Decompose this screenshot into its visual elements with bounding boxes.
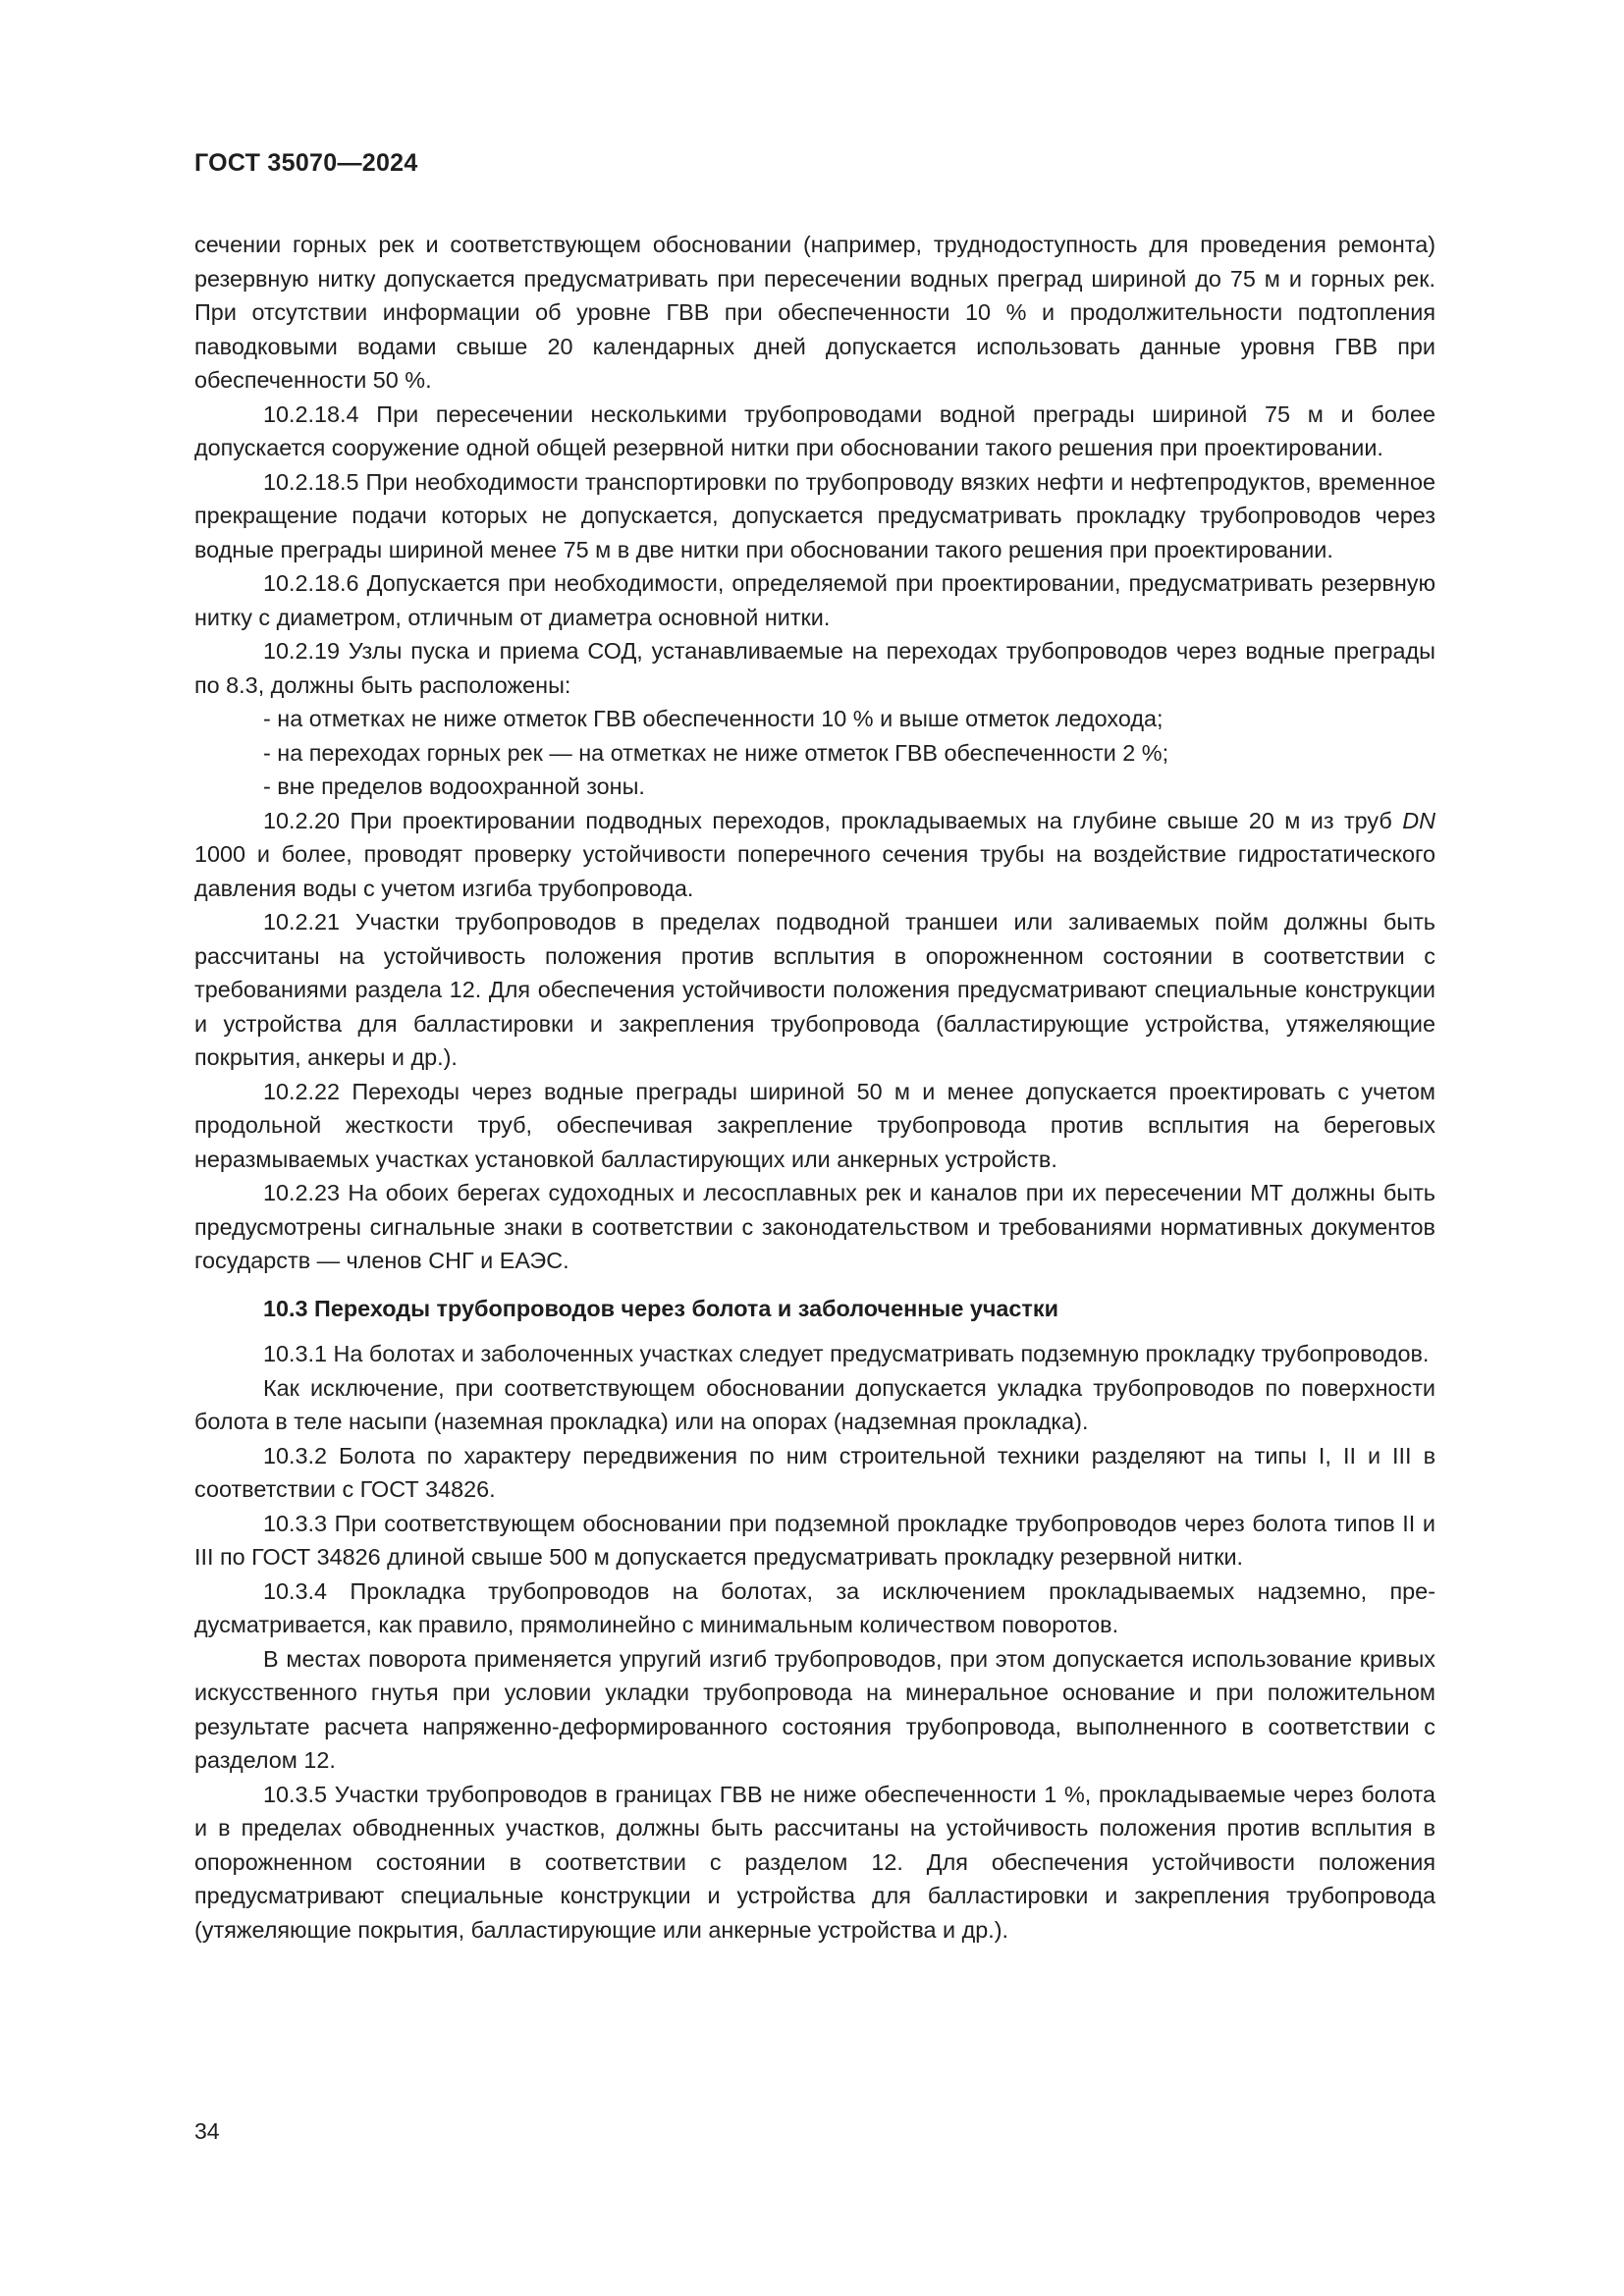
paragraph: 10.2.18.4 При пересечении несколькими трубопроводами водной преграды шириной 75 м и более допускается сооружение одной общей резервной нитки при обосновании такого решения при проектировании. (194, 400, 1435, 460)
paragraph: 10.2.18.5 При необходимости транспортировки по трубопроводу вязких нефти и нефтепродуктов, временное прекращение подачи которых не допускается, допускается предусматривать прокладку трубопроводов через водные преграды шириной менее 75 м в две нитки при обосновании такого решения при проектировании. (194, 468, 1435, 562)
paragraph: 10.2.23 На обоих берегах судоходных и лесосплавных рек и каналов при их пересечении МТ должны быть предусмотрены сигнальные знаки в соответствии с законодательством и требованиями нормативных документов государств — членов СНГ и ЕАЭС. (194, 1180, 1435, 1273)
dn-designation: DN (1402, 807, 1435, 833)
page-number: 34 (194, 2118, 220, 2144)
paragraph: 10.3.1 На болотах и заболоченных участках следует предусматривать подземную прокладку трубопроводов. (263, 1341, 1430, 1366)
paragraph: 10.2.19 Узлы пуска и приема СОД, устанавливаемые на переходах трубопроводов через водные преграды по 8.3, должны быть расположены: (194, 638, 1435, 698)
paragraph-text: 10.2.20 При проектировании подводных переходов, прокладываемых на глубине свыше 20 м из труб (263, 807, 1403, 833)
paragraph: 10.2.18.6 Допускается при необходимости, определяемой при проектировании, предусматривать резервную нитку с диаметром, отличным от диаметра основной нитки. (194, 570, 1435, 630)
paragraph: 10.3.5 Участки трубопроводов в границах ГВВ не ниже обеспеченности 1 %, прокладываемые через болота и в пределах обводненных участков, должны быть рассчитаны на устойчивость положения против всплытия в опорожненном состоянии в соответствии с разделом 12. Для обеспечения устойчивости положения предусматривают специальные конструкции и устройства для балластировки и закрепления трубопровода (утяжеляющие покрытия, балластирующие или анкерные устройства и др.). (194, 1781, 1435, 1943)
list-item: - на переходах горных рек — на отметках не ниже отметок ГВВ обеспеченности 2 %; (263, 739, 1169, 766)
paragraph: 10.2.21 Участки трубопроводов в пределах подводной траншеи или заливаемых пойм должны быть рассчитаны на устойчивость положения против всплытия в опорожненном состоянии в соответствии с требованиями раздела 12. Для обеспечения устойчивости положения предусматривают специальные конструкции и устройства для балластировки и закрепления трубопровода (балластирующие устройства, утяжеляющие покрытия, анкеры и др.). (194, 909, 1435, 1070)
paragraph: Как исключение, при соответствующем обосновании допускается укладка трубопроводов по поверхности болота в теле насыпи (наземная прокладка) или на опорах (надземная прокладка). (194, 1374, 1435, 1434)
list-item: - вне пределов водоохранной зоны. (263, 774, 645, 799)
paragraph: 10.3.2 Болота по характеру передвижения по ним строительной техники разделяют на типы I, II и III в соответствии с ГОСТ 34826. (194, 1442, 1435, 1502)
paragraph (194, 804, 1435, 906)
paragraph: сечении горных рек и соответствующем обосновании (например, труднодоступность для проведения ремонта) резервную нитку допускается предусматривать при пересечении водных преград шириной до 75 м и горных рек. При отсутствии информации об уровне ГВВ при обеспеченности 10 % и продолжительности подтопления паводковыми водами свыше 20 календарных дней допускается использовать данные уровня ГВВ при обеспеченности 50 %. (194, 232, 1435, 393)
document-header: ГОСТ 35070—2024 (194, 149, 418, 177)
section-heading: 10.3 Переходы трубопроводов через болота и заболоченные участки (263, 1295, 1058, 1321)
list-item: - на отметках не ниже отметок ГВВ обеспеченности 10 % и выше отметок ледохода; (263, 706, 1164, 731)
paragraph: 10.3.3 При соответствующем обосновании при подземной прокладке трубопроводов через болота типов II и III по ГОСТ 34826 длиной свыше 500 м допускается предусматривать прокладку резервной нитки. (194, 1510, 1435, 1570)
paragraph: В местах поворота применяется упругий изгиб трубопроводов, при этом допускается использование кривых искусственного гнутья при условии укладки трубопровода на минеральное основание и при положительном результате расчета напряженно-деформированного состояния трубопровода, выполненного в соответствии с разделом 12. (194, 1645, 1435, 1773)
paragraph: 10.3.4 Прокладка трубопроводов на болотах, за исключением прокладываемых надземно, предусматривается, как правило, прямолинейно с минимальным количеством поворотов. (194, 1577, 1435, 1637)
document-body (194, 228, 1435, 1947)
paragraph-text: 1000 и более, проводят проверку устойчивости поперечного сечения трубы на воздействие гидростатического давления воды с учетом изгиба трубопровода. (194, 841, 1435, 901)
paragraph: 10.2.22 Переходы через водные преграды шириной 50 м и менее допускается проектировать с учетом продольной жесткости труб, обеспечивая закрепление трубопровода против всплытия на береговых неразмываемых участках установкой балластирующих или анкерных устройств. (194, 1078, 1435, 1172)
